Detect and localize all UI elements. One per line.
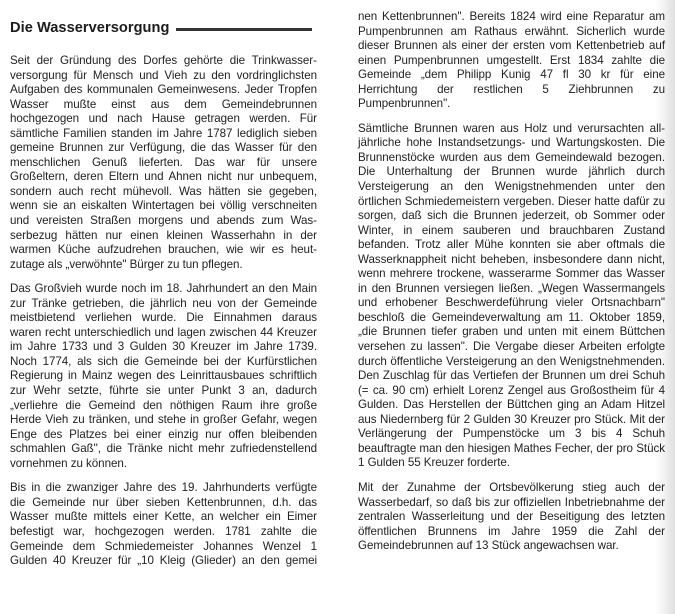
heading-rule (176, 28, 312, 31)
paragraph: Bis in die zwanziger Jahre des 19. Jahrhunderts verfügte die Gemeinde nur über sieben Kettenbrunnen, d.h. das Wasser mußte mittels einer Kette, an welcher ein Eimer befestigt war, hochgezogen werden. 1781 zahlte die Gemeinde dem Schmiedemeister Johannes Wenzel 1 Gulden 40 Kreuzer für „10 Kleig (Glieder) an den gemei (10, 481, 317, 568)
paragraph: Das Großvieh wurde noch im 18. Jahrhundert an den Main zur Tränke getrieben, die jährlich neu von der Gemeinde meistbietend verliehen wurde. Die Einnahmen daraus waren recht unterschiedlich und lagen zwischen 44 Kreuzer im Jahre 1733 und 3 Gulden 30 Kreuzer im Jahre 1739. Noch 1774, als sich die Gemeinde bei der Kurfürstlichen Regierung in Mainz wegen des Leinrittausbaues schriftlich zur Wehr setzte, führte sie unter Punkt 3 an, dadurch „verliehre die Gemeind den nöthigen Raum ihre große Herde Vieh zu tränken, und stehe in großer Gefahr, wegen Enge des Platzes bei einer einzig nur offen bleibenden schmahlen Gaß", die Tränke nicht mehr zufriedenstellend vornehmen zu können. (10, 282, 317, 470)
section-title: Die Wasserversorgung (10, 20, 170, 36)
right-column (358, 10, 665, 554)
section-heading (10, 20, 312, 36)
paragraph: Sämtliche Brunnen waren aus Holz und verursachten alljährliche hohe Instandsetzungs- und Wartungskosten. Die Brunnenstöcke wurden aus dem Gemeindewald bezogen. Die Unterhaltung der Brunnen wurde jährlich durch Versteigerung an den Wenigstnehmenden unter den örtlichen Schmiedemeistern vergeben. Dieser hatte dafür zu sorgen, daß sich die Brunnen jederzeit, ob Sommer oder Winter, in einem sauberen und brauchbaren Zustand befanden. Trotz aller Mühe konnten sie aber oftmals die Wasserknappheit nicht beheben, insbesondere dann nicht, wenn mehrere trockene, wasserarme Sommer das Wasser in den Brunnen versiegen ließen. „Wegen Wassermangels und erhobener Beschwerdeführung vieler Ortsnachbarn" beschloß die Gemeindeverwaltung am 11. Oktober 1859, „die Brunnen tiefer graben und unten mit einem Büttchen versehen zu lassen". Die Vergabe dieser Arbeiten erfolgte durch öffentliche Versteigerung an den Wenigstnehmenden. Den Zuschlag für das Vertiefen der Brunnen um drei Schuh (= ca. 90 cm) erhielt Lorenz Zengel aus Großostheim für 4 Gulden. Das Herstellen der Büttchen ging an Adam Hitzel aus Niedernberg für 2 Gulden 30 Kreuzer pro Stück. Mit der Verlängerung der Pumpenstöcke um 3 bis 4 Schuh beauftragte man den hiesigen Mathes Fecher, der pro Stück 1 Gulden 55 Kreuzer forderte. (358, 121, 665, 470)
paragraph: Seit der Gründung des Dorfes gehörte die Trinkwasserversorgung für Mensch und Vieh zu den vordringlichsten Aufgaben des kommunalen Gemeinwesens. Jeder Tropfen Wasser mußte einst aus dem Gemeindebrunnen hochgezogen und nach Hause getragen werden. Für sämtliche Familien standen im Jahre 1787 lediglich sieben gemeine Brunnen zur Verfügung, die das Wasser für den menschlichen Genuß lieferten. Das war für unsere Großeltern, deren Eltern und Ahnen nicht nur unbequem, sondern auch recht mühevoll. Was hätten sie gegeben, wenn sie an eiskalten Wintertagen bei völlig verschneiten und vereisten Straßen morgens und abends zum Wasserbezug hätten nur einen kleinen Wasserhahn in der warmen Küche aufzudrehen brauchen, wie wir es heutzutage als „verwöhnte" Bürger zu tun pflegen. (10, 54, 317, 271)
paragraph: nen Kettenbrunnen". Bereits 1824 wird eine Reparatur am Pumpenbrunnen am Rathaus erwähnt. Sicherlich wurde dieser Brunnen als einer der ersten vom Kettenbetrieb auf einen Pumpenbrunnen umgestellt. Erst 1834 zahlte die Gemeinde „dem Philipp Kunig 47 fl 30 kr für eine Herrichtung der restlichen 5 Ziehbrunnen zu Pumpenbrunnen". (358, 10, 665, 111)
left-column (10, 54, 317, 569)
paragraph: Mit der Zunahme der Ortsbevölkerung stieg auch der Wasserbedarf, so daß bis zur offiziellen Inbetriebnahme der zentralen Wasserleitung und der Beseitigung des letzten öffentlichen Brunnens im Jahre 1959 die Zahl der Gemeindebrunnen auf 13 Stück angewachsen war. (358, 480, 665, 553)
